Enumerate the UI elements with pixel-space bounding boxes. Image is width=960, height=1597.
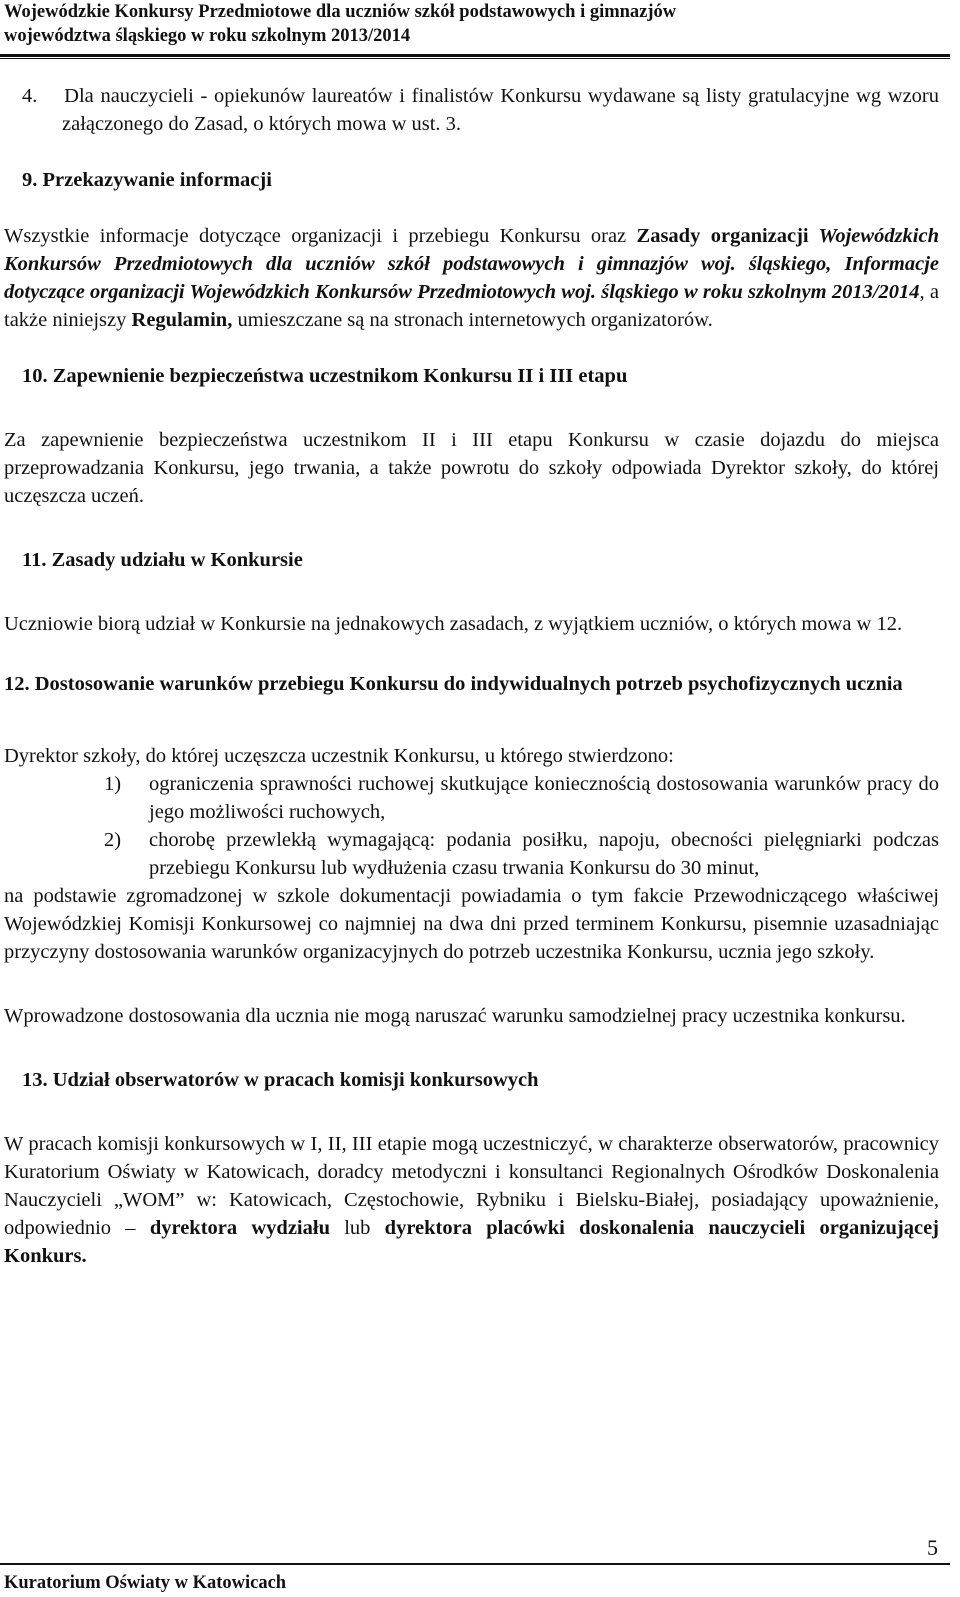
section-12-list	[4, 770, 939, 882]
list-item	[4, 826, 939, 882]
bold-run: dyrektora placówki doskonalenia nauczycieli organizującej Konkurs.	[4, 1217, 939, 1267]
item-number: 4.	[22, 85, 38, 107]
page-number: 5	[927, 1535, 938, 1560]
text-run: W pracach komisji konkursowych w I, II, III etapie mogą uczestniczyć, w charakterze obserwatorów, pracownicy Kuratorium Oświaty w Katowicach, doradcy metodyczni i konsultanci Regionalnych Ośrodków Doskonalenia Nauczycieli „WOM” w: Katowicach, Częstochowie, Rybniku i Bielsku-Białej, posiadający upoważnienie, odpowiednio –	[4, 1133, 939, 1239]
bold-run: Zasady organizacji	[636, 225, 809, 247]
section-10-heading: 10. Zapewnienie bezpieczeństwa uczestnikom Konkursu II i III etapu	[22, 365, 628, 387]
bold-italic-run: Wojewódzkich Konkursów Przedmiotowych dla uczniów szkół podstawowych i gimnazjów woj. śląskiego, Informacje dotyczące organizacji Wojewódzkich Konkursów Przedmiotowych woj. śląskiego w roku szkolnym 2013/2014	[4, 225, 940, 303]
list-item-text: ograniczenia sprawności ruchowej skutkujące koniecznością dostosowania warunków pracy do jego możliwości ruchowych,	[149, 773, 939, 823]
section-12-intro: Dyrektor szkoły, do której uczęszcza uczestnik Konkursu, u którego stwierdzono:	[4, 745, 674, 767]
footer-institution: Kuratorium Oświaty w Katowicach	[4, 1573, 287, 1593]
list-item-number: 2)	[104, 829, 122, 851]
section-10-paragraph: Za zapewnienie bezpieczeństwa uczestnikom II i III etapu Konkursu w czasie dojazdu do miejsca przeprowadzania Konkursu, jego trwania, a także powrotu do szkoły odpowiada Dyrektor szkoły, do której uczęszcza uczeń.	[4, 429, 939, 507]
section-12-paragraph-2: Wprowadzone dostosowania dla ucznia nie mogą naruszać warunku samodzielnej pracy uczestnika konkursu.	[4, 1005, 906, 1027]
section-11-heading: 11. Zasady udziału w Konkursie	[22, 549, 303, 571]
section-12-heading: 12. Dostosowanie warunków przebiegu Konkursu do indywidualnych potrzeb psychofizycznych ucznia	[4, 673, 903, 695]
running-header	[4, 0, 954, 48]
list-item-text: chorobę przewlekłą wymagającą: podania posiłku, napoju, obecności pielęgniarki podczas przebiegu Konkursu lub wydłużenia czasu trwania Konkursu do 30 minut,	[149, 829, 939, 879]
header-rule-thin	[0, 58, 950, 59]
page-content	[4, 82, 939, 1270]
section-12-after-list: na podstawie zgromadzonej w szkole dokumentacji powiadamia o tym fakcie Przewodniczącego właściwej Wojewódzkiej Komisji Konkursowej co najmniej na dwa dni przed terminem Konkursu, pisemnie uzasadniając przyczyny dostosowania warunków organizacyjnych do potrzeb uczestnika Konkursu, ucznia jego szkoły.	[4, 885, 939, 963]
bold-run: dyrektora wydziału	[149, 1217, 330, 1239]
list-item	[4, 770, 939, 826]
header-line-2: województwa śląskiego w roku szkolnym 2013/2014	[4, 26, 411, 46]
section-11-paragraph: Uczniowie biorą udział w Konkursie na jednakowych zasadach, z wyjątkiem uczniów, o których mowa w 12.	[4, 613, 903, 635]
text-run: umieszczane są na stronach internetowych organizatorów.	[232, 309, 713, 331]
section-13-paragraph	[4, 1130, 939, 1270]
header-line-1: Wojewódzkie Konkursy Przedmiotowe dla uczniów szkół podstawowych i gimnazjów	[4, 2, 677, 22]
text-run: Wszystkie informacje dotyczące organizacji i przebiegu Konkursu oraz	[4, 225, 637, 247]
footer-rule	[0, 1563, 950, 1565]
text-run: lub	[329, 1217, 385, 1239]
section-9-paragraph	[4, 222, 939, 334]
numbered-item-4	[4, 82, 939, 138]
item-text: Dla nauczycieli - opiekunów laureatów i finalistów Konkursu wydawane są listy gratulacyjne wg wzoru załączonego do Zasad, o których mowa w ust. 3.	[62, 85, 940, 135]
section-9-heading: 9. Przekazywanie informacji	[22, 169, 272, 191]
bold-run: Regulamin,	[131, 309, 233, 331]
header-rule	[0, 54, 950, 57]
text-run: , a także niniejszy	[4, 281, 939, 331]
section-13-heading: 13. Udział obserwatorów w pracach komisji konkursowych	[22, 1069, 539, 1091]
list-item-number: 1)	[104, 773, 122, 795]
